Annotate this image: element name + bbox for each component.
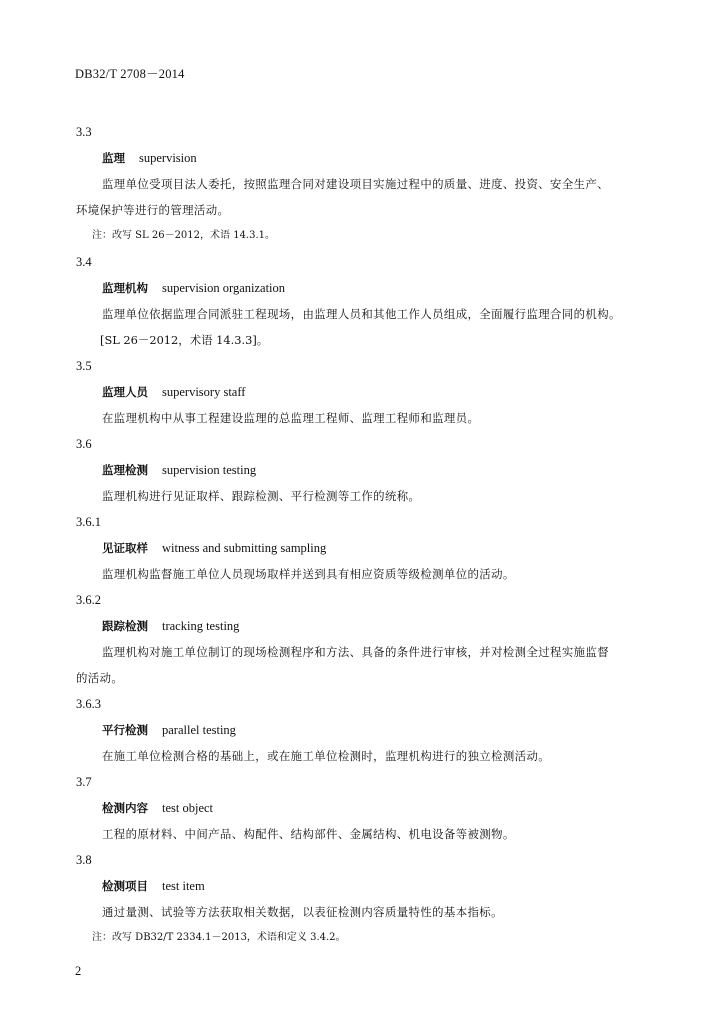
- term-entry-3-6-1: [76, 509, 666, 587]
- term-heading: [76, 145, 666, 171]
- term-chinese: 监理: [102, 151, 125, 165]
- term-heading: [76, 535, 666, 561]
- term-english: supervision: [139, 151, 197, 165]
- clause-number: 3.6.2: [76, 593, 101, 607]
- term-chinese: 检测内容: [102, 801, 148, 815]
- term-entry-3-5: [76, 353, 666, 431]
- terms-content: [76, 119, 666, 951]
- clause-number: 3.6: [76, 437, 92, 451]
- term-definition: 在施工单位检测合格的基础上，或在施工单位检测时，监理机构进行的独立检测活动。: [102, 749, 551, 763]
- term-definition: 通过量测、试验等方法获取相关数据，以表征检测内容质量特性的基本指标。: [102, 905, 503, 919]
- term-entry-3-3: [76, 119, 666, 249]
- clause-number: 3.6.1: [76, 515, 101, 529]
- term-entry-3-6-2: [76, 587, 666, 691]
- term-english: witness and submitting sampling: [162, 541, 327, 555]
- term-heading: [76, 613, 666, 639]
- term-definition-continued: 的活动。: [76, 671, 124, 685]
- term-heading: [76, 379, 666, 405]
- term-definition-continued: 环境保护等进行的管理活动。: [76, 203, 230, 217]
- term-entry-3-6: [76, 431, 666, 509]
- term-entry-3-7: [76, 769, 666, 847]
- clause-number: 3.8: [76, 853, 92, 867]
- term-entry-3-8: [76, 847, 666, 951]
- term-chinese: 监理检测: [102, 463, 148, 477]
- term-chinese: 监理人员: [102, 385, 148, 399]
- clause-number: 3.5: [76, 359, 92, 373]
- clause-number: 3.3: [76, 125, 92, 139]
- term-english: test object: [162, 801, 214, 815]
- term-source: [SL 26－2012，术语 14.3.3]。: [100, 333, 269, 347]
- term-english: tracking testing: [162, 619, 240, 633]
- term-definition: 监理机构对施工单位制订的现场检测程序和方法、具备的条件进行审核，并对检测全过程实施监督: [102, 645, 609, 659]
- term-entry-3-4: [76, 249, 666, 353]
- term-english: parallel testing: [162, 723, 236, 737]
- term-heading: [76, 795, 666, 821]
- term-chinese: 见证取样: [102, 541, 148, 555]
- clause-number: 3.7: [76, 775, 92, 789]
- clause-number: 3.4: [76, 255, 92, 269]
- term-english: test item: [162, 879, 205, 893]
- term-note: 注：改写 SL 26－2012，术语 14.3.1。: [92, 230, 276, 241]
- term-chinese: 平行检测: [102, 723, 148, 737]
- term-english: supervisory staff: [162, 385, 246, 399]
- term-chinese: 检测项目: [102, 879, 148, 893]
- term-heading: [76, 717, 666, 743]
- term-heading: [76, 457, 666, 483]
- term-note: 注：改写 DB32/T 2334.1－2013，术语和定义 3.4.2。: [92, 932, 346, 943]
- term-definition: 监理单位受项目法人委托，按照监理合同对建设项目实施过程中的质量、进度、投资、安全生产、: [102, 177, 609, 191]
- term-definition: 监理机构监督施工单位人员现场取样并送到具有相应资质等级检测单位的活动。: [102, 567, 515, 581]
- term-definition: 在监理机构中从事工程建设监理的总监理工程师、监理工程师和监理员。: [102, 411, 480, 425]
- term-definition: 监理单位依据监理合同派驻工程现场，由监理人员和其他工作人员组成，全面履行监理合同的机构。: [102, 307, 621, 321]
- term-chinese: 监理机构: [102, 281, 148, 295]
- document-header: DB32/T 2708－2014: [75, 67, 185, 81]
- term-english: supervision organization: [162, 281, 286, 295]
- page-number: 2: [75, 964, 82, 978]
- term-heading: [76, 873, 666, 899]
- term-chinese: 跟踪检测: [102, 619, 148, 633]
- clause-number: 3.6.3: [76, 697, 101, 711]
- term-heading: [76, 275, 666, 301]
- term-entry-3-6-3: [76, 691, 666, 769]
- term-definition: 监理机构进行见证取样、跟踪检测、平行检测等工作的统称。: [102, 489, 421, 503]
- term-english: supervision testing: [162, 463, 257, 477]
- term-definition: 工程的原材料、中间产品、构配件、结构部件、金属结构、机电设备等被测物。: [102, 827, 515, 841]
